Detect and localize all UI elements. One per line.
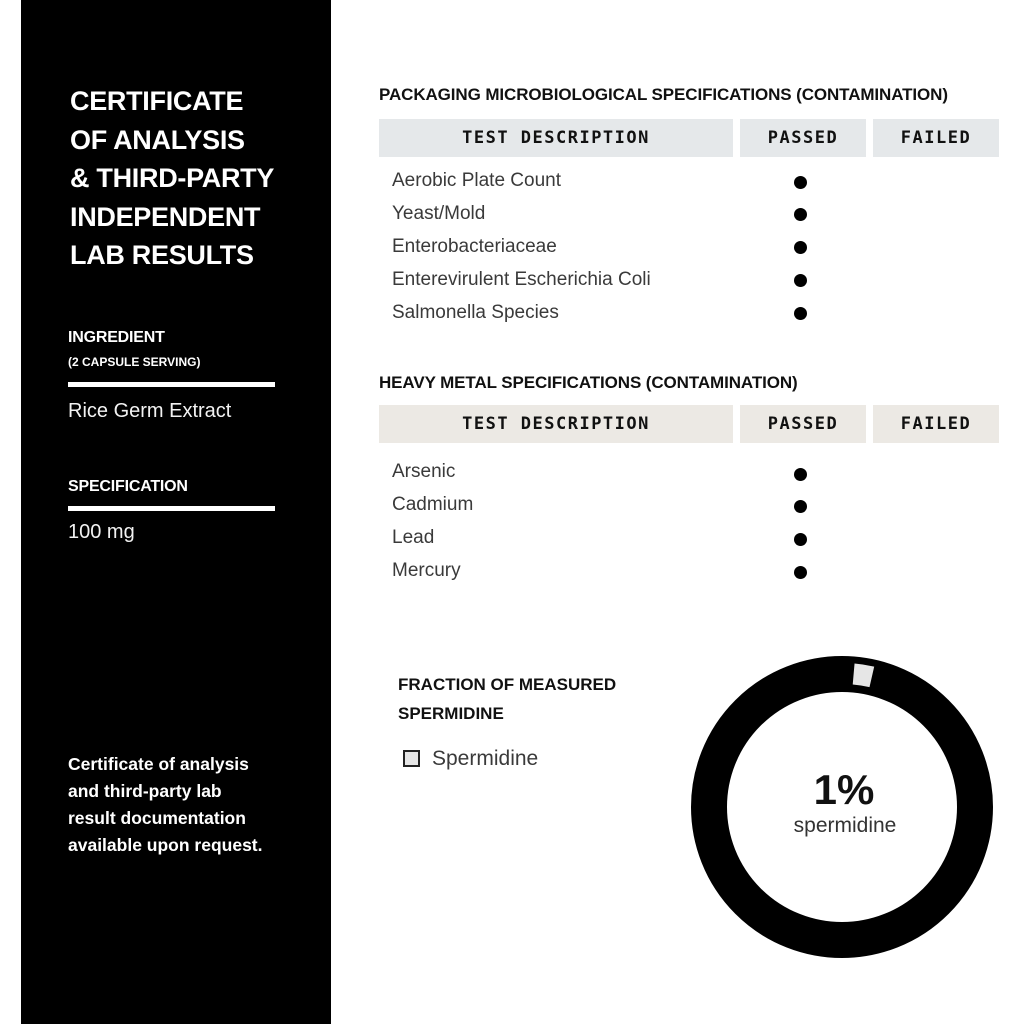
legend-swatch	[403, 750, 420, 767]
note-line: Certificate of analysis	[68, 754, 249, 774]
micro-row-label: Aerobic Plate Count	[392, 170, 561, 191]
sidebar-title-line: CERTIFICATE	[70, 86, 244, 116]
micro-row-label: Enterobacteriaceae	[392, 236, 557, 257]
micro-section-title: PACKAGING MICROBIOLOGICAL SPECIFICATIONS (CONTAMINATION)	[379, 85, 948, 104]
specification-divider	[68, 506, 275, 511]
micro-header-failed: FAILED	[873, 119, 999, 157]
metals-header-failed: FAILED	[873, 405, 999, 443]
sidebar-title	[70, 82, 330, 275]
micro-row-label: Yeast/Mold	[392, 203, 486, 224]
sidebar-title-line: INDEPENDENT	[70, 201, 261, 232]
spermidine-donut-chart	[690, 655, 994, 959]
passed-dot	[794, 274, 807, 287]
sidebar	[21, 0, 331, 1024]
micro-header-passed: PASSED	[740, 119, 866, 157]
metals-row-label: Arsenic	[392, 461, 456, 482]
metals-header-passed: PASSED	[740, 405, 866, 443]
metals-section-title: HEAVY METAL SPECIFICATIONS (CONTAMINATION)	[379, 373, 798, 392]
documentation-note	[68, 751, 308, 859]
ingredient-divider	[68, 382, 275, 387]
donut-center-value: 1%	[813, 766, 875, 813]
metals-header-test-description: TEST DESCRIPTION	[379, 405, 733, 443]
specification-value: 100 mg	[68, 521, 135, 543]
note-line: available upon request.	[68, 835, 263, 855]
passed-dot	[794, 307, 807, 320]
legend-label: Spermidine	[432, 747, 539, 770]
metals-row-label: Lead	[392, 527, 435, 548]
specification-label: SPECIFICATION	[68, 478, 188, 495]
note-line: and third-party lab	[68, 781, 222, 801]
donut-center-caption: spermidine	[793, 814, 897, 837]
passed-dot	[794, 533, 807, 546]
passed-dot	[794, 468, 807, 481]
sidebar-title-line: OF ANALYSIS	[70, 124, 245, 155]
ingredient-label: INGREDIENT	[68, 329, 165, 346]
passed-dot	[794, 241, 807, 254]
micro-header-test-description: TEST DESCRIPTION	[379, 119, 733, 157]
fraction-title-line: FRACTION OF MEASURED	[398, 675, 617, 694]
fraction-title	[398, 671, 658, 728]
passed-dot	[794, 176, 807, 189]
passed-dot	[794, 500, 807, 513]
ingredient-value: Rice Germ Extract	[68, 400, 232, 422]
sidebar-title-line: & THIRD-PARTY	[70, 163, 275, 193]
fraction-title-line: SPERMIDINE	[398, 703, 504, 723]
note-line: result documentation	[68, 808, 246, 828]
ingredient-sublabel: (2 CAPSULE SERVING)	[68, 355, 201, 369]
metals-row-label: Mercury	[392, 560, 461, 581]
sidebar-title-line: LAB RESULTS	[70, 240, 254, 270]
passed-dot	[794, 208, 807, 221]
passed-dot	[794, 566, 807, 579]
micro-row-label: Salmonella Species	[392, 302, 559, 323]
metals-row-label: Cadmium	[392, 494, 474, 515]
micro-row-label: Enterevirulent Escherichia Coli	[392, 269, 651, 290]
